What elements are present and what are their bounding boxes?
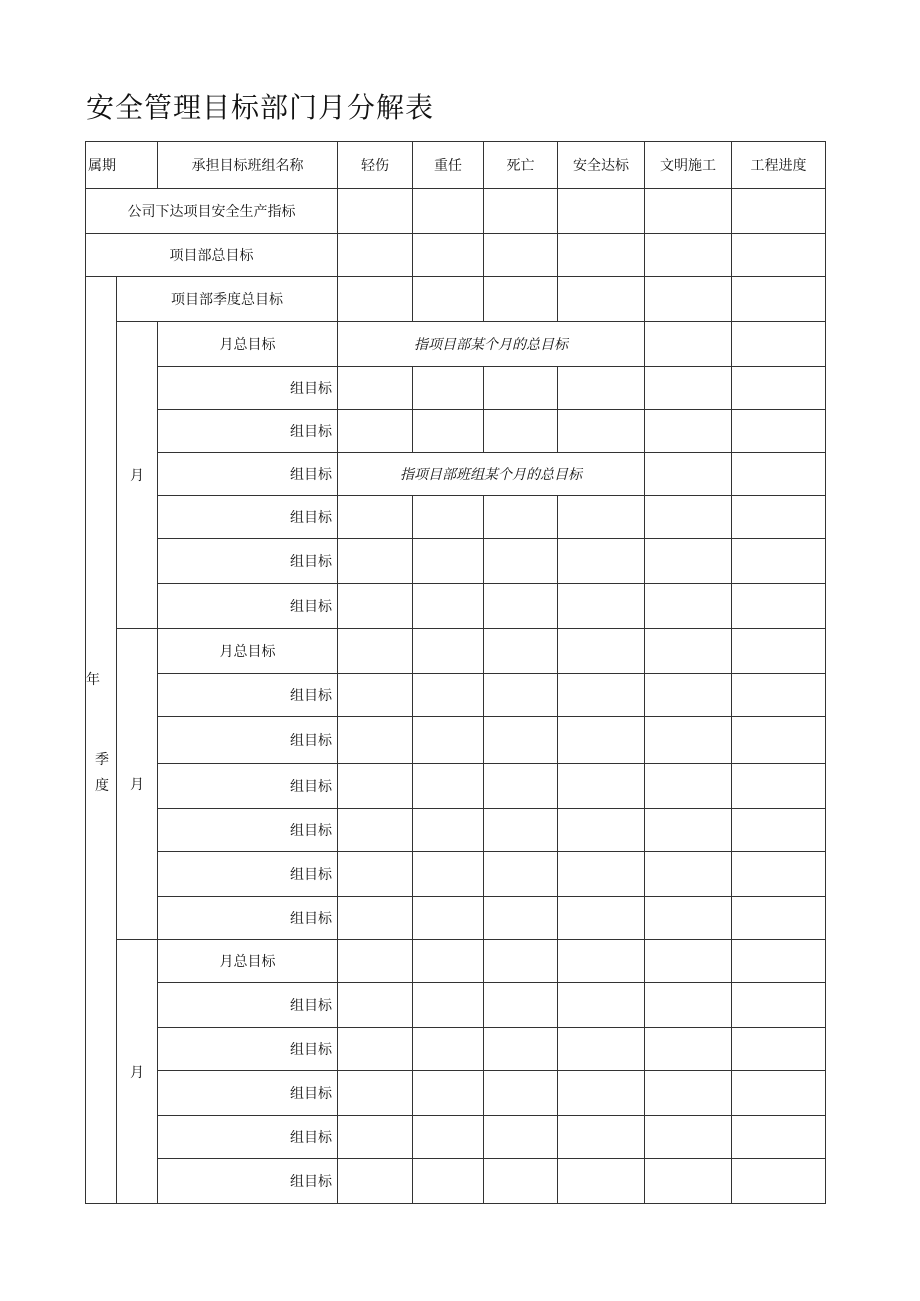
table-cell[interactable]	[484, 764, 558, 809]
table-cell[interactable]	[413, 629, 484, 674]
month-total-label: 月总目标	[158, 629, 338, 674]
table-cell[interactable]	[484, 717, 558, 764]
table-cell[interactable]	[338, 234, 413, 277]
project-total-label: 项目部总目标	[86, 234, 338, 277]
table-cell[interactable]	[338, 496, 413, 539]
table-cell[interactable]	[484, 539, 558, 584]
group-target-row	[86, 1028, 826, 1071]
table-cell[interactable]	[558, 983, 645, 1028]
table-cell[interactable]	[645, 453, 732, 496]
month-1-total-row	[86, 322, 826, 367]
table-cell[interactable]	[484, 1071, 558, 1116]
table-cell[interactable]	[484, 367, 558, 410]
table-cell[interactable]	[645, 983, 732, 1028]
table-cell[interactable]	[645, 1116, 732, 1159]
table-cell[interactable]	[484, 410, 558, 453]
table-cell[interactable]	[558, 496, 645, 539]
table-cell[interactable]	[413, 1159, 484, 1204]
table-cell[interactable]	[645, 322, 732, 367]
table-cell[interactable]	[645, 189, 732, 234]
table-cell[interactable]	[338, 764, 413, 809]
table-cell[interactable]	[484, 1159, 558, 1204]
year-label: 年	[86, 672, 100, 688]
group-target-row	[86, 410, 826, 453]
table-cell[interactable]	[338, 717, 413, 764]
table-cell[interactable]	[413, 367, 484, 410]
table-cell[interactable]	[338, 367, 413, 410]
table-cell[interactable]	[732, 453, 826, 496]
group-target-label: 组目标	[158, 367, 338, 410]
table-cell[interactable]	[413, 277, 484, 322]
group-month-note: 指项目部班组某个月的总目标	[338, 453, 645, 496]
table-cell[interactable]	[413, 674, 484, 717]
team-name-header: 承担目标班组名称	[158, 142, 338, 189]
group-target-label: 组目标	[158, 1116, 338, 1159]
table-cell[interactable]	[338, 629, 413, 674]
group-target-row	[86, 717, 826, 764]
table-cell[interactable]	[645, 1159, 732, 1204]
table-cell[interactable]	[732, 496, 826, 539]
table-cell[interactable]	[645, 234, 732, 277]
table-cell[interactable]	[484, 496, 558, 539]
table-cell[interactable]	[732, 367, 826, 410]
table-cell[interactable]	[645, 584, 732, 629]
table-cell[interactable]	[338, 809, 413, 852]
table-cell[interactable]	[558, 410, 645, 453]
group-target-label: 组目标	[158, 852, 338, 897]
group-target-label: 组目标	[158, 1159, 338, 1204]
col-civilized-construction: 文明施工	[645, 142, 732, 189]
table-cell[interactable]	[732, 809, 826, 852]
table-cell[interactable]	[645, 1071, 732, 1116]
table-cell[interactable]	[645, 809, 732, 852]
table-cell[interactable]	[338, 983, 413, 1028]
table-cell[interactable]	[413, 809, 484, 852]
table-cell[interactable]	[338, 1028, 413, 1071]
group-target-label: 组目标	[158, 674, 338, 717]
table-cell[interactable]	[732, 1028, 826, 1071]
quarter-label: 季度	[95, 752, 109, 794]
table-cell[interactable]	[413, 496, 484, 539]
quarter-total-label: 项目部季度总目标	[117, 277, 338, 322]
group-target-label: 组目标	[158, 496, 338, 539]
group-target-row	[86, 674, 826, 717]
group-target-label: 组目标	[158, 897, 338, 940]
group-target-label: 组目标	[158, 584, 338, 629]
group-target-row	[86, 1071, 826, 1116]
table-cell[interactable]	[413, 1071, 484, 1116]
table-cell[interactable]	[484, 1028, 558, 1071]
table-cell[interactable]	[645, 717, 732, 764]
table-cell[interactable]	[732, 1071, 826, 1116]
table-cell[interactable]	[413, 983, 484, 1028]
table-cell[interactable]	[484, 674, 558, 717]
table-cell[interactable]	[732, 852, 826, 897]
group-target-label: 组目标	[158, 1028, 338, 1071]
company-indicator-row	[86, 189, 826, 234]
company-indicator-label: 公司下达项目安全生产指标	[86, 189, 338, 234]
table-cell[interactable]	[558, 897, 645, 940]
table-cell[interactable]	[484, 584, 558, 629]
table-cell[interactable]	[338, 1116, 413, 1159]
group-target-row	[86, 983, 826, 1028]
table-cell[interactable]	[558, 277, 645, 322]
col-progress: 工程进度	[732, 142, 826, 189]
month-3-total-row	[86, 940, 826, 983]
group-target-row	[86, 1159, 826, 1204]
table-cell[interactable]	[645, 629, 732, 674]
project-total-row	[86, 234, 826, 277]
table-cell[interactable]	[645, 410, 732, 453]
col-death: 死亡	[484, 142, 558, 189]
table-cell[interactable]	[732, 983, 826, 1028]
table-cell[interactable]	[413, 940, 484, 983]
table-cell[interactable]	[645, 852, 732, 897]
table-cell[interactable]	[484, 1116, 558, 1159]
group-target-label: 组目标	[158, 983, 338, 1028]
table-cell[interactable]	[338, 852, 413, 897]
table-cell[interactable]	[338, 1071, 413, 1116]
table-cell[interactable]	[338, 584, 413, 629]
table-cell[interactable]	[732, 277, 826, 322]
table-cell[interactable]	[645, 496, 732, 539]
page-title: 安全管理目标部门月分解表	[86, 91, 435, 124]
group-target-label: 组目标	[158, 809, 338, 852]
col-serious-injury: 重任	[413, 142, 484, 189]
month-2-label: 月	[117, 629, 158, 940]
table-cell[interactable]	[484, 189, 558, 234]
table-cell[interactable]	[338, 189, 413, 234]
table-cell[interactable]	[645, 277, 732, 322]
table-cell[interactable]	[484, 809, 558, 852]
table-cell[interactable]	[732, 584, 826, 629]
table-cell[interactable]	[413, 410, 484, 453]
table-cell[interactable]	[558, 1116, 645, 1159]
month-2-total-row	[86, 629, 826, 674]
group-target-label: 组目标	[158, 410, 338, 453]
group-target-row	[86, 496, 826, 539]
table-cell[interactable]	[413, 852, 484, 897]
month-total-label: 月总目标	[158, 322, 338, 367]
table-cell[interactable]	[645, 897, 732, 940]
table-cell[interactable]	[484, 852, 558, 897]
table-cell[interactable]	[558, 1159, 645, 1204]
table-cell[interactable]	[732, 1159, 826, 1204]
table-cell[interactable]	[645, 367, 732, 410]
month-1-label: 月	[117, 322, 158, 629]
table-cell[interactable]	[484, 897, 558, 940]
table-cell[interactable]	[558, 1071, 645, 1116]
table-cell[interactable]	[413, 717, 484, 764]
table-cell[interactable]	[558, 539, 645, 584]
table-cell[interactable]	[645, 764, 732, 809]
table-cell[interactable]	[413, 764, 484, 809]
header-row	[86, 142, 826, 189]
table-cell[interactable]	[338, 277, 413, 322]
table-cell[interactable]	[558, 584, 645, 629]
table-cell[interactable]	[338, 897, 413, 940]
group-target-label: 组目标	[158, 717, 338, 764]
table-cell[interactable]	[558, 940, 645, 983]
table-cell[interactable]	[338, 940, 413, 983]
table-cell[interactable]	[558, 234, 645, 277]
month-3-label: 月	[117, 940, 158, 1204]
table-cell[interactable]	[732, 897, 826, 940]
table-cell[interactable]	[413, 1028, 484, 1071]
col-safety-standard: 安全达标	[558, 142, 645, 189]
quarter-total-row	[86, 277, 826, 322]
month-total-note: 指项目部某个月的总目标	[338, 322, 645, 367]
table-cell[interactable]	[338, 539, 413, 584]
table-cell[interactable]	[413, 234, 484, 277]
table-cell[interactable]	[558, 189, 645, 234]
table-cell[interactable]	[558, 764, 645, 809]
table-cell[interactable]	[338, 674, 413, 717]
table-cell[interactable]	[732, 764, 826, 809]
table-cell[interactable]	[732, 940, 826, 983]
target-breakdown-table	[85, 141, 826, 1204]
table-cell[interactable]	[558, 629, 645, 674]
group-target-row	[86, 764, 826, 809]
group-target-row	[86, 539, 826, 584]
table-cell[interactable]	[413, 584, 484, 629]
table-cell[interactable]	[732, 674, 826, 717]
col-minor-injury: 轻伤	[338, 142, 413, 189]
table-cell[interactable]	[558, 852, 645, 897]
table-cell[interactable]	[558, 674, 645, 717]
table-cell[interactable]	[732, 189, 826, 234]
table-cell[interactable]	[413, 1116, 484, 1159]
table-cell[interactable]	[732, 234, 826, 277]
group-target-label: 组目标	[158, 539, 338, 584]
table-cell[interactable]	[338, 410, 413, 453]
table-cell[interactable]	[413, 189, 484, 234]
table-cell[interactable]	[732, 629, 826, 674]
table-cell[interactable]	[558, 367, 645, 410]
table-cell[interactable]	[558, 717, 645, 764]
table-cell[interactable]	[645, 539, 732, 584]
table-cell[interactable]	[645, 940, 732, 983]
group-target-row	[86, 367, 826, 410]
table-cell[interactable]	[484, 277, 558, 322]
table-cell[interactable]	[338, 1159, 413, 1204]
table-cell[interactable]	[558, 809, 645, 852]
group-target-label: 组目标	[158, 1071, 338, 1116]
period-header: 属期	[86, 142, 158, 189]
group-target-row	[86, 852, 826, 897]
table-cell[interactable]	[558, 1028, 645, 1071]
table-cell[interactable]	[645, 674, 732, 717]
table-cell[interactable]	[645, 1028, 732, 1071]
table-cell[interactable]	[732, 539, 826, 584]
group-target-row	[86, 584, 826, 629]
table-cell[interactable]	[732, 410, 826, 453]
table-cell[interactable]	[413, 539, 484, 584]
group-target-row	[86, 453, 826, 496]
table-cell[interactable]	[484, 629, 558, 674]
table-cell[interactable]	[484, 234, 558, 277]
group-target-row	[86, 1116, 826, 1159]
group-target-label: 组目标	[158, 453, 338, 496]
table-cell[interactable]	[484, 940, 558, 983]
table-cell[interactable]	[732, 1116, 826, 1159]
table-cell[interactable]	[732, 322, 826, 367]
month-total-label: 月总目标	[158, 940, 338, 983]
group-target-label: 组目标	[158, 764, 338, 809]
table-cell[interactable]	[413, 897, 484, 940]
group-target-row	[86, 897, 826, 940]
table-cell[interactable]	[484, 983, 558, 1028]
group-target-row	[86, 809, 826, 852]
table-cell[interactable]	[732, 717, 826, 764]
year-quarter-cell	[86, 277, 117, 1204]
